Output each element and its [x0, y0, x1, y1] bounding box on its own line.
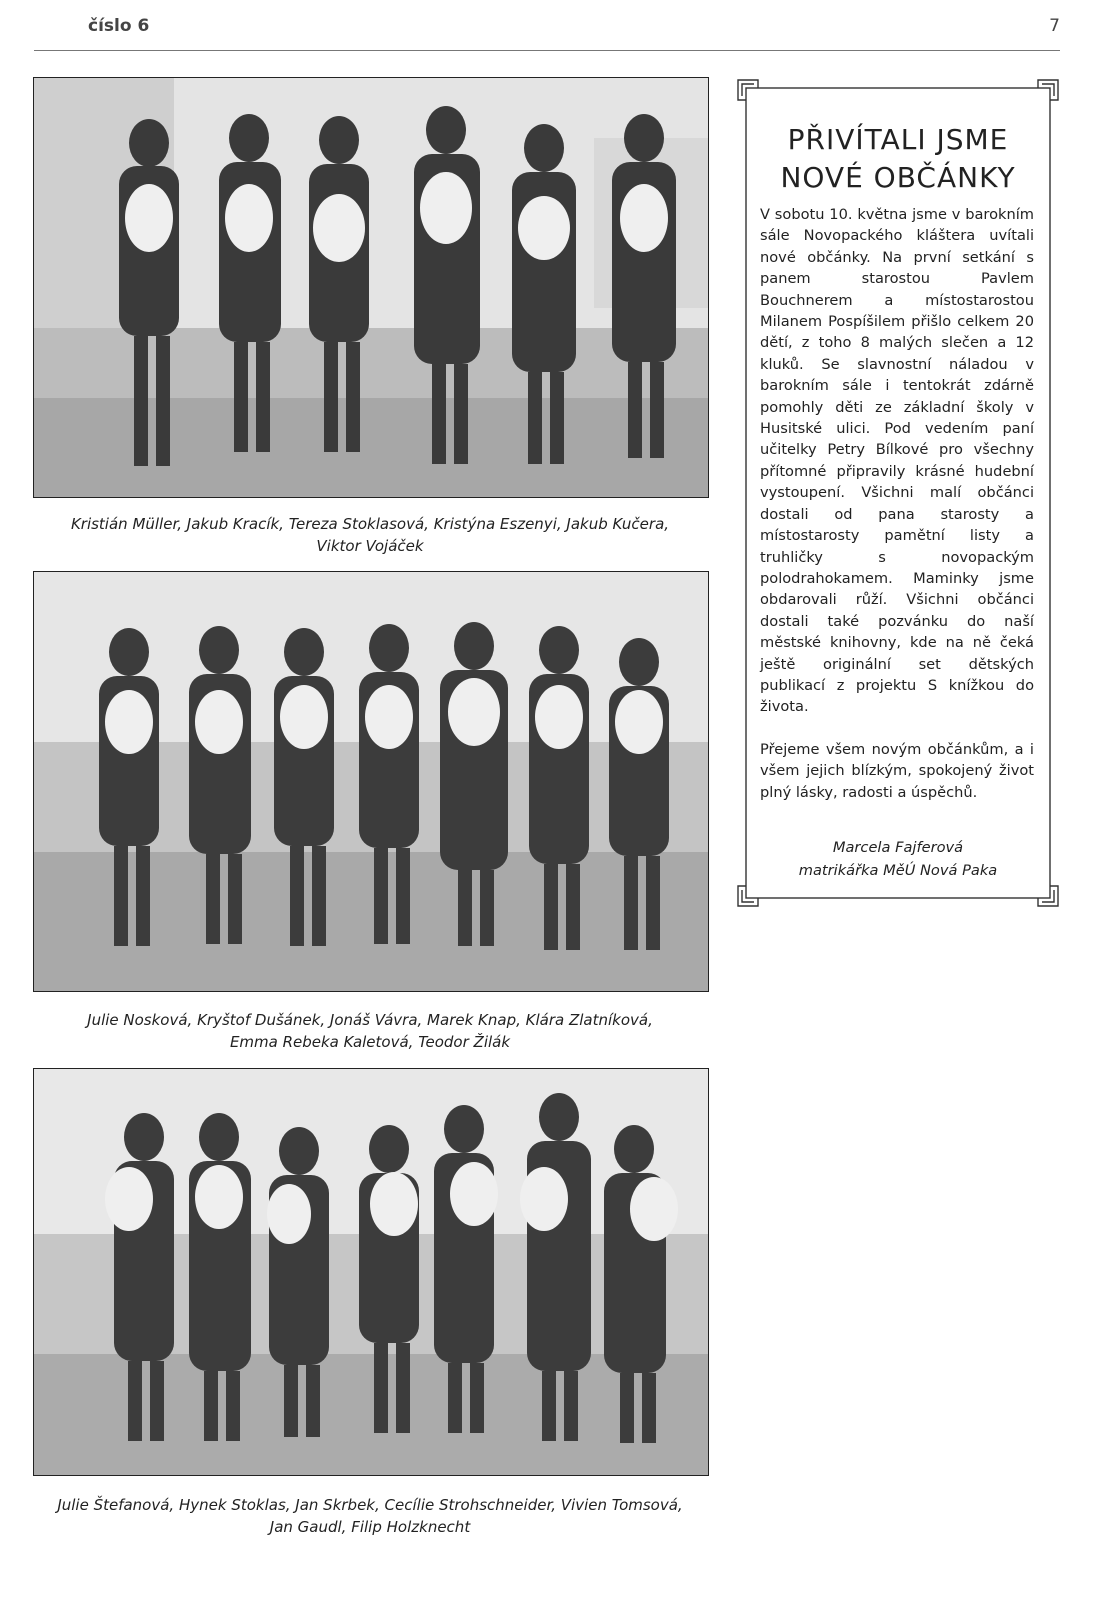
- group-photo-2-illustration: [34, 572, 708, 991]
- group-photo-3: [33, 1068, 709, 1476]
- photo-3-caption: [33, 1494, 707, 1538]
- running-header: [34, 14, 1060, 51]
- group-photo-1: [33, 77, 709, 498]
- caption-line: Julie Štefanová, Hynek Stoklas, Jan Skrbek, Cecílie Strohschneider, Vivien Tomsová,: [57, 1496, 683, 1514]
- photo-2-caption: [33, 1009, 707, 1053]
- photo-1-caption: [33, 513, 707, 557]
- caption-line: Julie Nosková, Kryštof Dušánek, Jonáš Vávra, Marek Knap, Klára Zlatníková,: [87, 1011, 653, 1029]
- group-photo-3-illustration: [34, 1069, 708, 1475]
- article-title: [756, 121, 1040, 197]
- article-title-line: PŘIVÍTALI JSME: [787, 122, 1009, 156]
- article-title-line: NOVÉ OBČÁNKY: [780, 160, 1016, 194]
- article-paragraph: V sobotu 10. května jsme v barokním sále Novopackého kláštera uvítali nové občánky. Na první setkání s panem starostou Pavlem Bouchnerem a místostarostou Milanem Pospíšilem přišlo celkem 20 dětí, z toho 8 malých slečen a 12 kluků. Se slavnostní náladou v barokním sále i tentokrát zdárně pomohly děti ze základní školy v Husitské ulici. Pod vedením paní učitelky Petry Bílkové pro všechny přítomné připravily krásné hudební vystoupení. Všichni malí občánci dostali od pana starosty a místostarosty pamětní listy a truhličky s novopackým polodrahokamem. Maminky jsme obdarovali růží. Všichni občánci dostali také pozvánku do naší městské knihovny, kde na ně čeká ještě originální set dětských publikací z projektu S knížkou do života.: [760, 206, 1034, 716]
- caption-line: Kristián Müller, Jakub Kracík, Tereza Stoklasová, Kristýna Eszenyi, Jakub Kučera,: [70, 515, 670, 533]
- article-box: [736, 78, 1060, 908]
- author-role: matrikářka MěÚ Nová Paka: [798, 862, 998, 879]
- group-photo-2: [33, 571, 709, 992]
- caption-line: Jan Gaudl, Filip Holzknecht: [269, 1518, 471, 1536]
- caption-line: Emma Rebeka Kaletová, Teodor Žilák: [229, 1033, 511, 1051]
- page-number: 7: [1049, 16, 1060, 36]
- caption-line: Viktor Vojáček: [316, 537, 424, 555]
- issue-label: číslo 6: [88, 16, 150, 36]
- article-signature: [756, 836, 1040, 882]
- article-paragraph: Přejeme všem novým občánkům, a i všem jejich blízkým, spokojený život plný lásky, radosti a úspěchů.: [760, 740, 1034, 801]
- article-body: [760, 204, 1034, 824]
- group-photo-1-illustration: [34, 78, 708, 497]
- author-name: Marcela Fajferová: [832, 839, 964, 856]
